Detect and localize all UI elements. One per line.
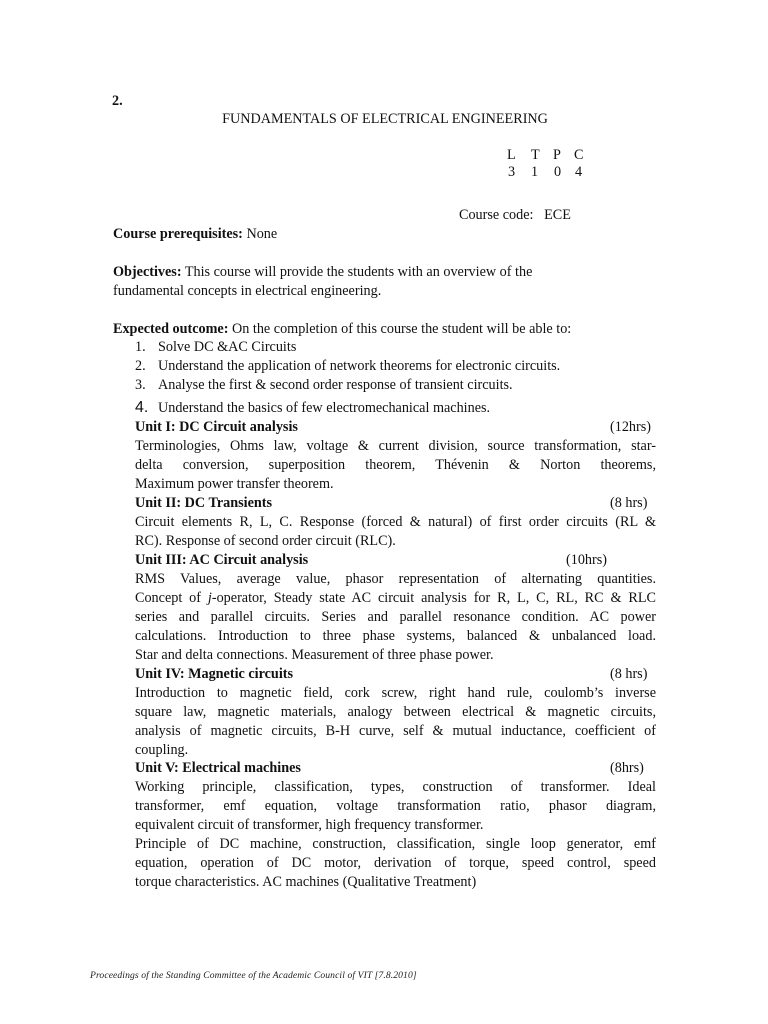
unit-5-line: equivalent circuit of transformer, high frequency transformer. [135,817,484,833]
list-item: 4. Understand the basics of few electromechanical machines. [135,399,491,416]
unit-3-line: series and parallel circuits. Series and parallel resonance condition. AC power [135,609,656,625]
objectives: Objectives: This course will provide the students with an overview of the [113,264,533,280]
ltpc-value-l: 3 [508,164,516,180]
unit-3-hours: (10hrs) [566,552,607,568]
unit-5-line: Principle of DC machine, construction, classification, single loop generator, emf [135,836,656,852]
unit-4-title: Unit IV: Magnetic circuits [135,666,294,682]
unit-2-line: Circuit elements R, L, C. Response (forced & natural) of first order circuits (RL & [135,514,656,530]
unit-5-hours: (8hrs) [610,760,644,776]
unit-5-line: transformer, emf equation, voltage transformation ratio, phasor diagram, [135,798,656,814]
unit-4-line: coupling. [135,742,189,758]
objectives-line-2: fundamental concepts in electrical engineering. [113,283,382,299]
unit-1-line: Terminologies, Ohms law, voltage & current division, source transformation, star- [135,438,656,454]
course-title: FUNDAMENTALS OF ELECTRICAL ENGINEERING [222,111,548,127]
ltpc-value-p: 0 [554,164,562,180]
unit-4-hours: (8 hrs) [610,666,648,682]
expected-outcome: Expected outcome: On the completion of this course the student will be able to: [113,321,572,337]
unit-2-hours: (8 hrs) [610,495,648,511]
unit-2-line: RC). Response of second order circuit (RLC). [135,533,396,549]
ltpc-header-p: P [553,147,561,163]
list-item: 2. Understand the application of network theorems for electronic circuits. [135,358,561,374]
unit-5-line: equation, operation of DC motor, derivation of torque, speed control, speed [135,855,656,871]
unit-4-line: analysis of magnetic circuits, B-H curve, self & mutual inductance, coefficient of [135,723,656,739]
unit-1-hours: (12hrs) [610,419,651,435]
page-footer: Proceedings of the Standing Committee of the Academic Council of VIT [7.8.2010] [90,970,417,981]
list-item: 3. Analyse the first & second order response of transient circuits. [135,377,513,393]
list-item: 1. Solve DC &AC Circuits [135,339,297,355]
unit-4-line: square law, magnetic materials, analogy between electrical & magnetic circuits, [135,704,656,720]
section-number: 2. [112,93,123,109]
unit-2-title: Unit II: DC Transients [135,495,273,511]
unit-3-line: calculations. Introduction to three phase systems, balanced & unbalanced load. [135,628,656,644]
course-code: Course code: ECE [459,207,571,223]
unit-5-line: Working principle, classification, types, construction of transformer. Ideal [135,779,656,795]
course-code-value: ECE [544,207,571,223]
prerequisites: Course prerequisites: None [113,226,278,242]
ltpc-header-c: C [574,147,584,163]
unit-3-title: Unit III: AC Circuit analysis [135,552,309,568]
unit-5-title: Unit V: Electrical machines [135,760,301,776]
unit-1-title: Unit I: DC Circuit analysis [135,419,298,435]
unit-3-line: Star and delta connections. Measurement of three phase power. [135,647,494,663]
unit-4-line: Introduction to magnetic field, cork screw, right hand rule, coulomb’s inverse [135,685,656,701]
ltpc-header-l: L [507,147,516,163]
ltpc-header-t: T [531,147,540,163]
unit-1-line: delta conversion, superposition theorem, Thévenin & Norton theorems, [135,457,656,473]
unit-3-line: RMS Values, average value, phasor representation of alternating quantities. [135,571,656,587]
unit-5-line: torque characteristics. AC machines (Qualitative Treatment) [135,874,477,890]
unit-1-line: Maximum power transfer theorem. [135,476,334,492]
ltpc-value-t: 1 [531,164,539,180]
unit-3-line: Concept of j-operator, Steady state AC circuit analysis for R, L, C, RL, RC & RLC [135,590,656,606]
ltpc-value-c: 4 [575,164,583,180]
